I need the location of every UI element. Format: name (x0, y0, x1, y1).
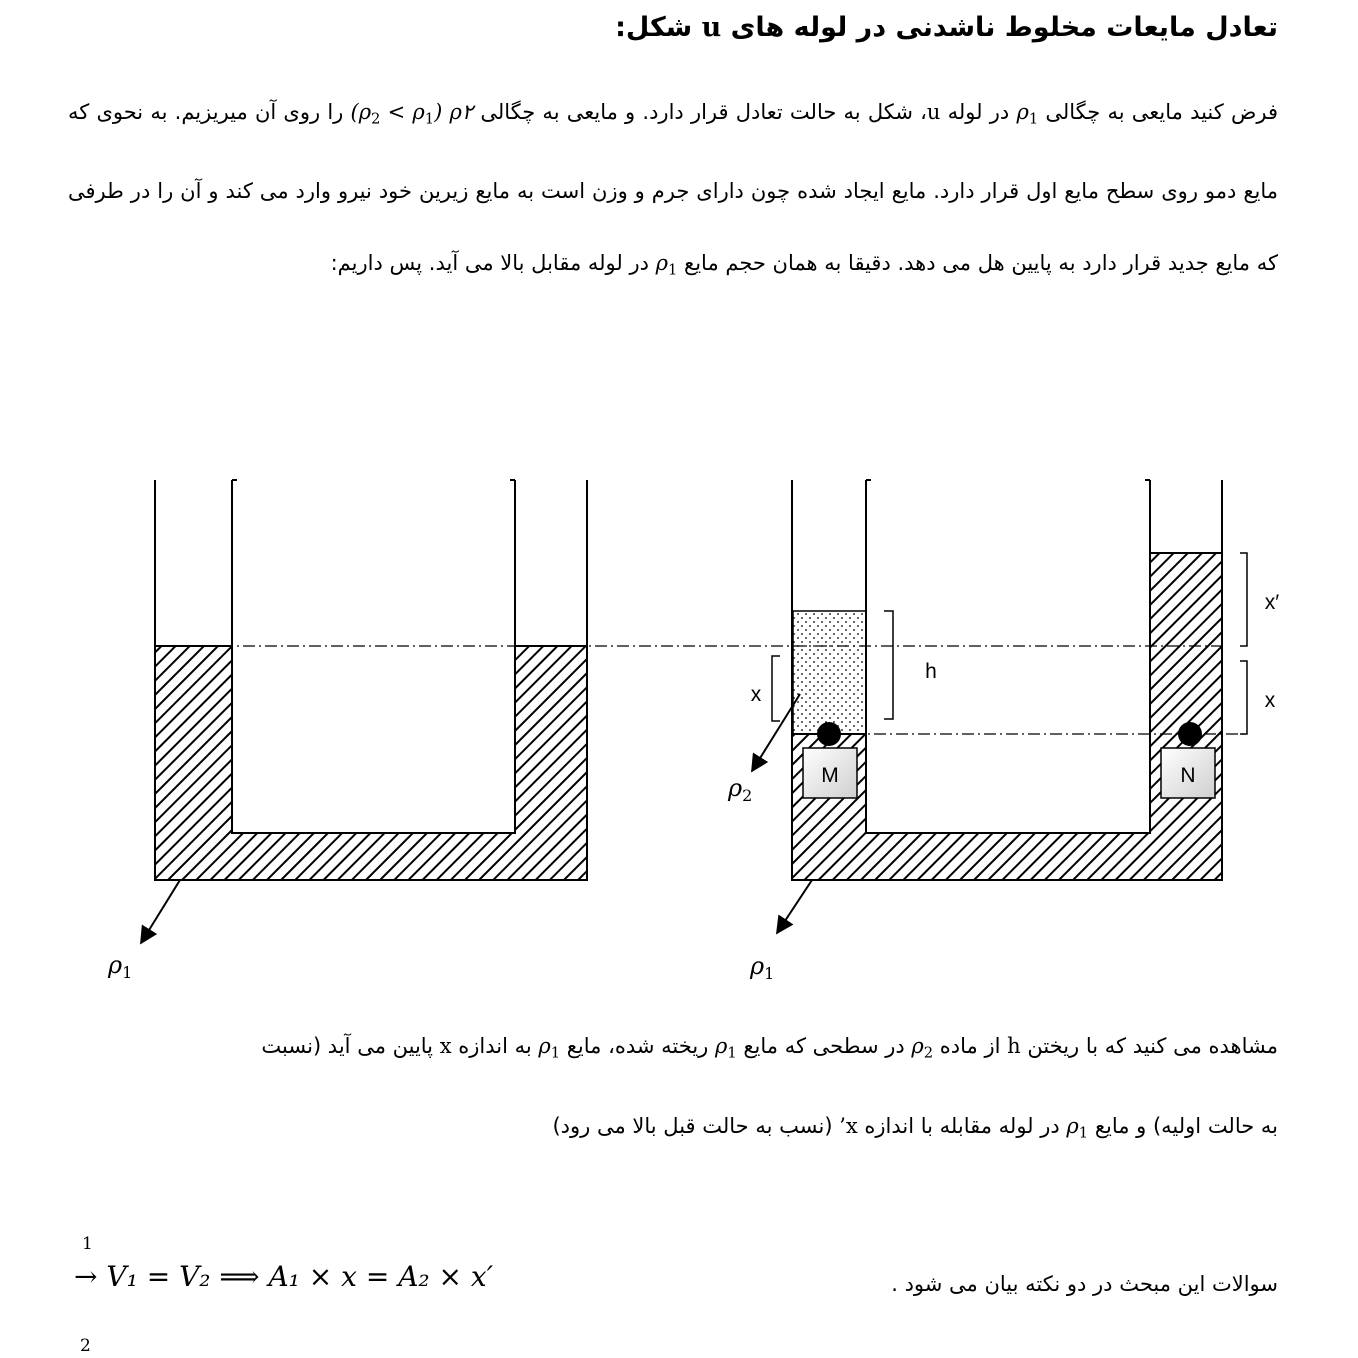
rho2-label: $\rho_2$ (728, 774, 753, 805)
point-n-marker (1178, 722, 1202, 746)
intro-text-3: شکل به حالت تعادل قرار دارد. و مایعی به چگالی (473, 100, 921, 124)
left-u-tube (107, 480, 587, 982)
explanation-line-2: به حالت اولیه) و مایع $\rho_1$ در لوله مقابله با اندازه x’ (نسب به حالت قبل بالا می رود) (552, 1114, 1278, 1142)
title-u: u (701, 12, 722, 43)
intro-text-2: در لوله (940, 100, 1017, 124)
label-x-prime: x′ (1264, 591, 1280, 614)
intro-text-5: در لوله مقابل بالا می آید. پس داریم: (330, 251, 656, 276)
liquid-rho2-column (793, 611, 866, 734)
equation-text: → V₁ = V₂ ⟹ A₁ × x = A₂ × x′ (74, 1260, 494, 1293)
title-text: تعادل مایعات مخلوط ناشدنی در لوله های (721, 12, 1278, 43)
point-m-marker (817, 722, 841, 746)
inequality: $(\rho_2 < \rho_1)$ (350, 100, 443, 128)
title-suffix: شکل: (615, 12, 702, 43)
bracket-h (884, 611, 893, 719)
bracket-x-left (772, 656, 780, 721)
statement-text: سوالات این مبحث در دو نکته بیان می شود . (891, 1272, 1278, 1296)
rho1-symbol: $\rho_1$ (655, 251, 678, 279)
rho1-symbol: $\rho_1$ (1016, 100, 1039, 128)
explanation-line-1: مشاهده می کنید که با ریختن h از ماده $\rho_2$ در سطحی که مایع $\rho_1$ ریخته شده، مایع $\rho_1$ به اندازه x پایین می آید (نسبت (261, 1034, 1278, 1062)
volume-equation (74, 1234, 494, 1293)
right-u-tube (727, 480, 1279, 983)
intro-text-4: را روی آن میریزیم. به نحوی که مایع دمو روی سطح مایع اول قرار دارد. مایع ایجاد شده چون دارای جرم و وزن است به مایع زیرین خود نیرو وارد می کند و آن را در طرفی که مایع جدید قرار دارد به پایین هل می دهد. دقیقا به همان حجم مایع (68, 100, 1278, 276)
page-title (78, 6, 1278, 50)
left-rho1-label: $\rho_1$ (108, 951, 133, 982)
left-liquid-rho1 (155, 646, 587, 880)
intro-paragraph (68, 76, 1278, 307)
label-m: M (821, 764, 839, 787)
u-separator: ، (920, 100, 927, 124)
label-x-left: x (750, 683, 762, 706)
label-h: h (925, 660, 937, 683)
label-x-right: x (1264, 689, 1276, 712)
bracket-x-prime (1240, 553, 1247, 646)
u-symbol: u (926, 100, 941, 124)
bracket-x-right (1240, 661, 1247, 734)
intro-text-1: فرض کنید مایعی به چگالی (1038, 100, 1278, 124)
right-rho1-label: $\rho_1$ (750, 952, 775, 983)
page-number: 2 (80, 1336, 91, 1356)
label-n: N (1180, 764, 1196, 787)
u-tube-diagram (0, 440, 1358, 1000)
rho2-symbol: ρ٢ (449, 100, 474, 124)
equation-number: 1 (82, 1234, 93, 1254)
